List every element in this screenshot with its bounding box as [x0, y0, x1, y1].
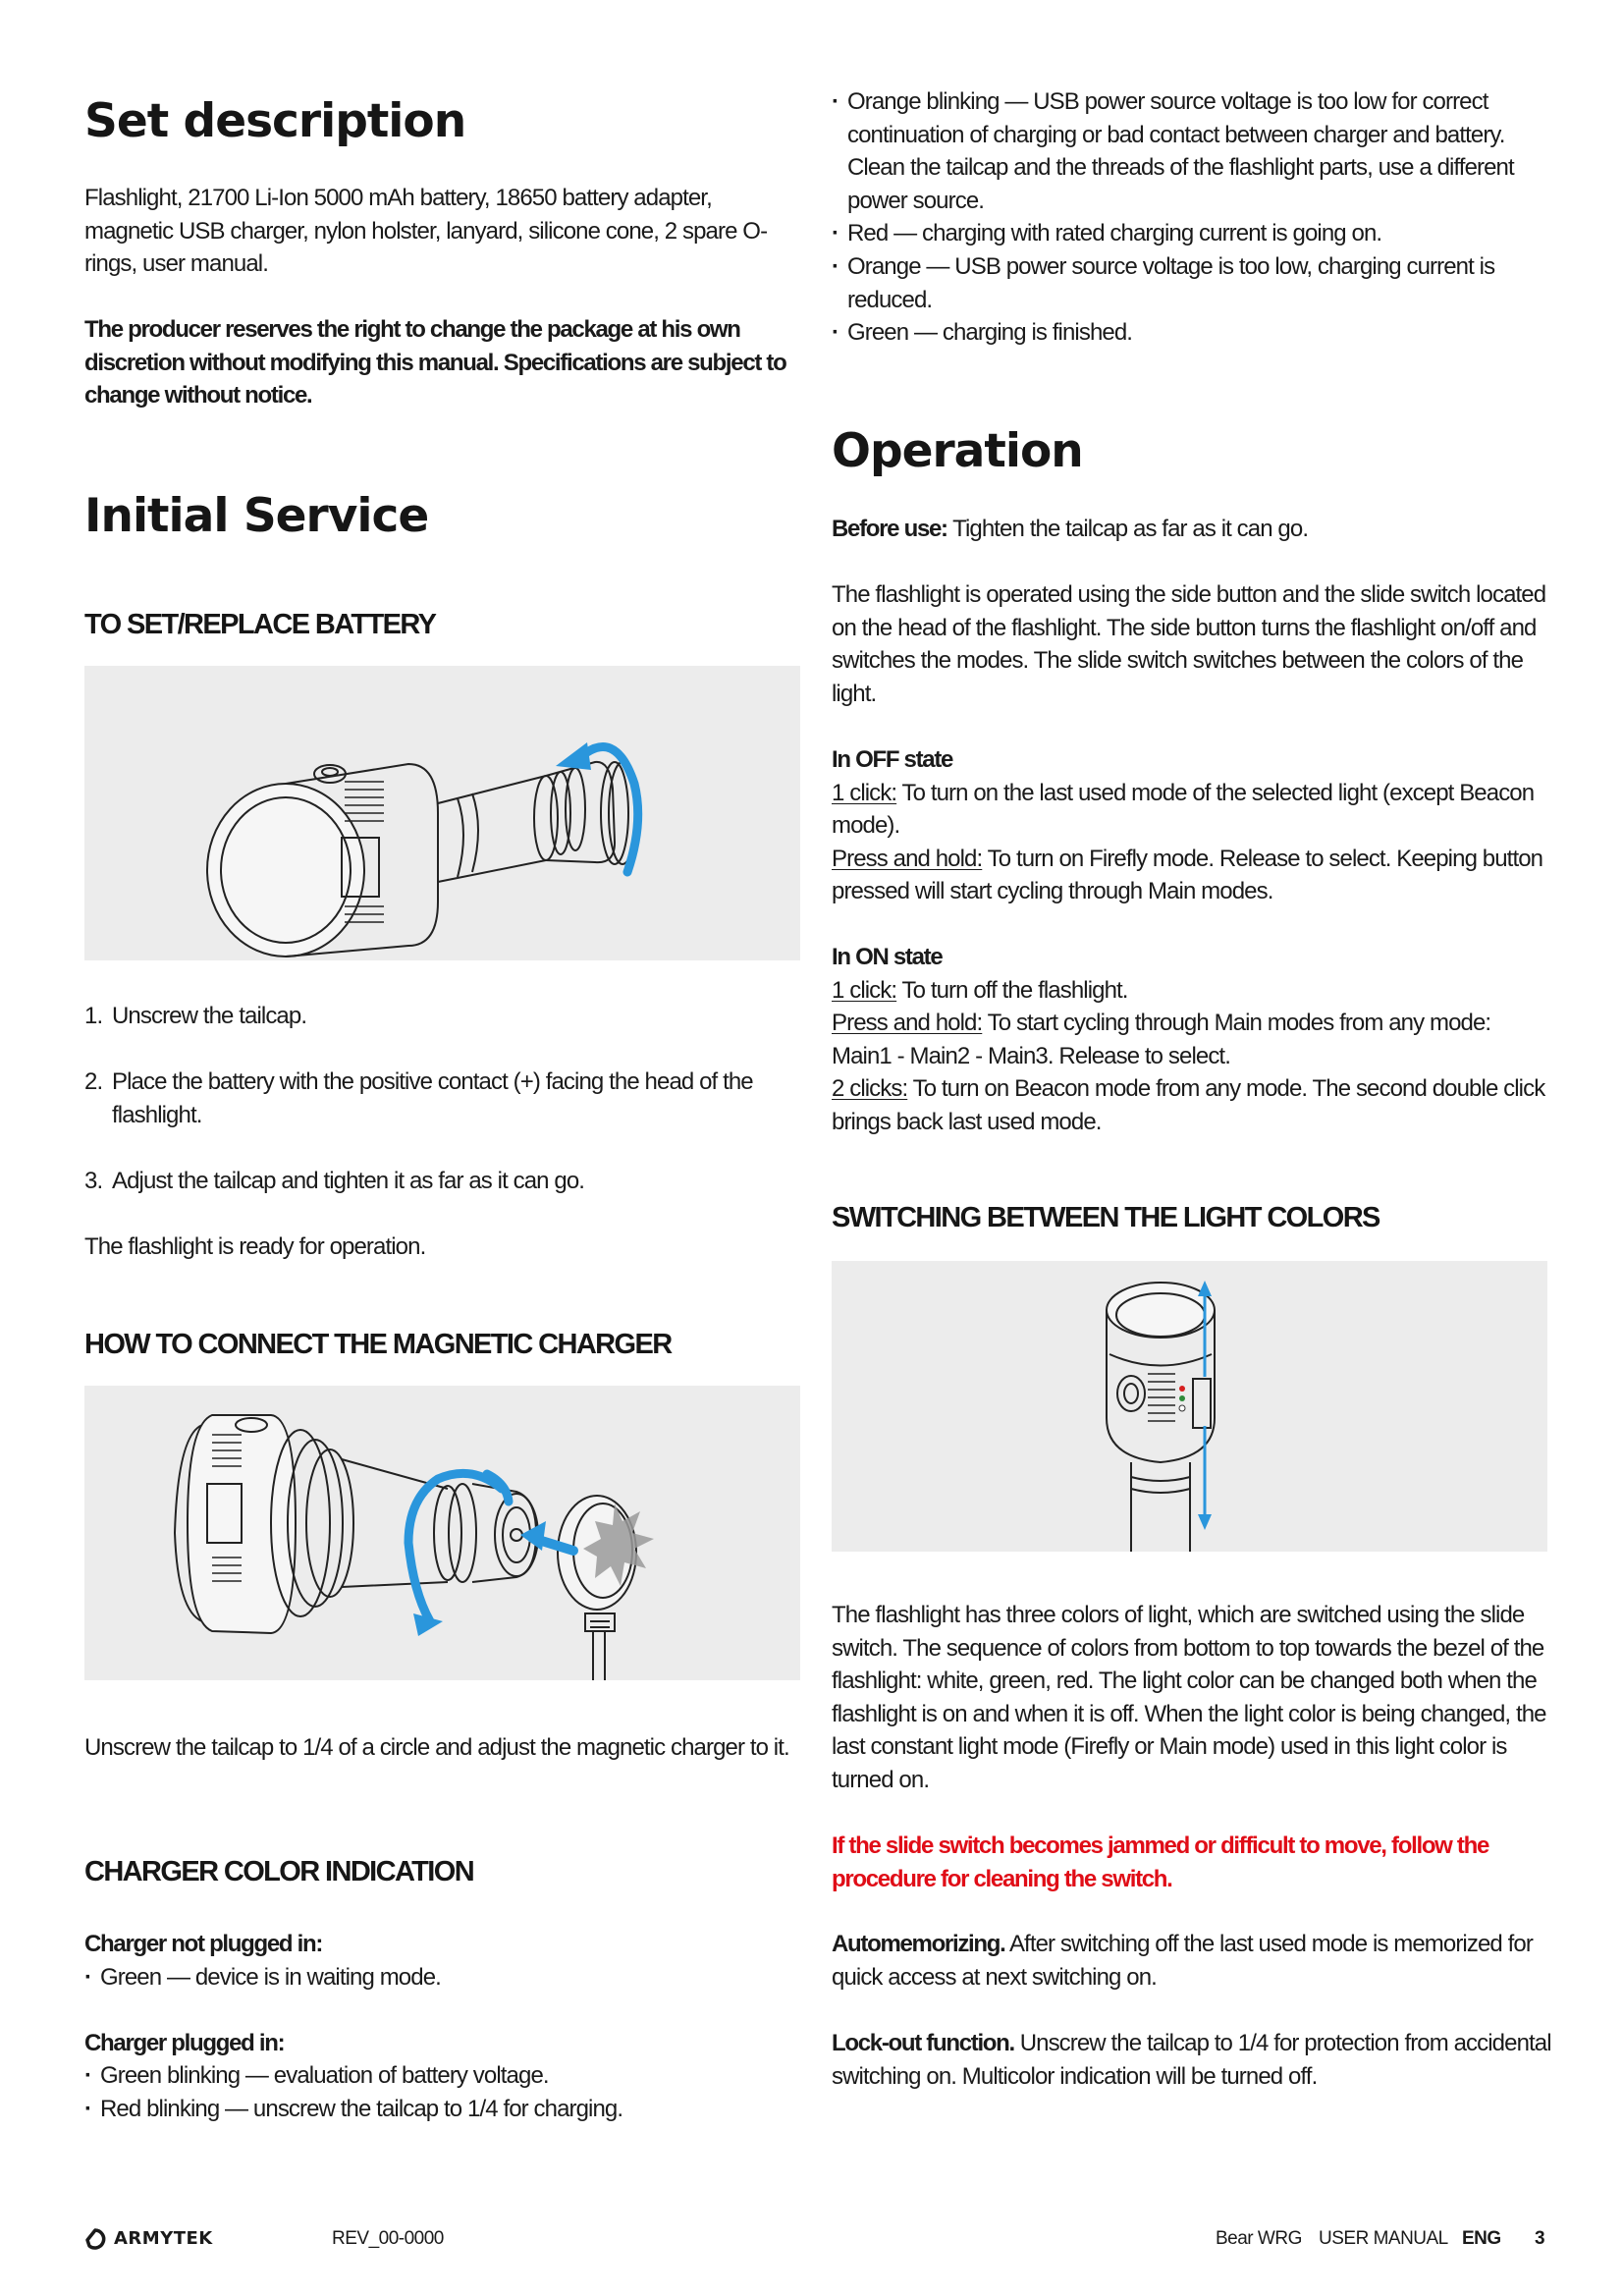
ready-text: The flashlight is ready for operation. — [84, 1233, 426, 1261]
flashlight-unscrew-icon — [84, 666, 800, 960]
lockout-function: Lock-out function. Unscrew the tailcap to 1/4 for protection from accidental switching on. Multicolor indication will be turned off. — [832, 2030, 1551, 2090]
on-state-item: 2 clicks: To turn on Beacon mode from any mode. The second double click brings back last used mode. — [832, 1075, 1545, 1135]
magnetic-charger-heading: HOW TO CONNECT THE MAGNETIC CHARGER — [84, 1329, 672, 1360]
set-description-body: Flashlight, 21700 Li-Ion 5000 mAh battery, 18650 battery adapter, magnetic USB charger, nylon holster, lanyard, silicone cone, 2 spare O-rings, user manual. — [84, 185, 768, 278]
battery-step-2: 2. Place the battery with the positive contact (+) facing the head of the flashlight. — [84, 1068, 753, 1128]
indication-item: · Orange blinking — USB power source voltage is too low for correct continuation of charging or bad contact between charger and battery. Clean the tailcap and the threads of the flashlight parts, use a different power source. — [832, 85, 1553, 217]
light-colors-body: The flashlight has three colors of light, which are switched using the slide switch. The sequence of colors from bottom to top towards the bezel of the flashlight: white, green, red. The light color can be changed both when the flashlight is on and when it is off. When the light color is being changed, the last constant light mode (Firefly or Main mode) used in this light color is turned on. — [832, 1602, 1546, 1793]
indication-item: · Green blinking — evaluation of battery voltage. — [84, 2059, 801, 2093]
slide-switch-icon — [832, 1261, 1547, 1552]
slide-switch-illustration — [832, 1261, 1547, 1552]
on-state-item: Press and hold: To start cycling through Main modes from any mode: Main1 - Main2 - Main3. Release to select. — [832, 1010, 1491, 1069]
charger-indication-left — [84, 1928, 801, 2126]
tailcap-illustration — [84, 666, 800, 960]
battery-step-1: 1. Unscrew the tailcap. — [84, 1003, 307, 1029]
page-number: 3 — [1535, 2228, 1545, 2249]
automemorizing: Automemorizing. After switching off the last used mode is memorized for quick access at next switching on. — [832, 1931, 1533, 1991]
magnetic-charger-body: Unscrew the tailcap to 1/4 of a circle and adjust the magnetic charger to it. — [84, 1734, 789, 1761]
not-plugged-label: Charger not plugged in: — [84, 1931, 323, 1957]
magnetic-charger-illustration — [84, 1386, 800, 1680]
magnetic-charger-icon — [84, 1386, 800, 1680]
on-state-item: 1 click: To turn off the flashlight. — [832, 976, 1128, 1004]
indication-item: · Green — device is in waiting mode. — [84, 1961, 801, 1995]
document-type: USER MANUAL — [1319, 2228, 1448, 2249]
armytek-logo — [84, 2227, 213, 2251]
armytek-logo-icon — [84, 2228, 106, 2250]
set-battery-heading: TO SET/REPLACE BATTERY — [84, 609, 436, 640]
light-colors-heading: SWITCHING BETWEEN THE LIGHT COLORS — [832, 1202, 1380, 1233]
operation-title: Operation — [832, 424, 1083, 478]
indication-item: · Orange — USB power source voltage is too low, charging current is reduced. — [832, 250, 1553, 316]
off-state-section — [832, 743, 1553, 908]
initial-service-title: Initial Service — [84, 489, 429, 543]
indication-item: · Green — charging is finished. — [832, 316, 1553, 350]
slide-switch-warning: If the slide switch becomes jammed or difficult to move, follow the procedure for cleaning the switch. — [832, 1832, 1489, 1892]
language-code: ENG — [1462, 2228, 1501, 2249]
before-use: Before use: Tighten the tailcap as far as it can go. — [832, 516, 1309, 542]
battery-step-3: 3. Adjust the tailcap and tighten it as far as it can go. — [84, 1167, 585, 1194]
indication-item: · Red blinking — unscrew the tailcap to 1/4 for charging. — [84, 2093, 801, 2126]
off-state-item: Press and hold: To turn on Firefly mode. Release to select. Keeping button pressed will start cycling through Main modes. — [832, 845, 1543, 905]
indication-item: · Red — charging with rated charging current is going on. — [832, 217, 1553, 250]
battery-steps-list — [84, 1000, 801, 1264]
charger-indication-heading: CHARGER COLOR INDICATION — [84, 1856, 474, 1887]
charger-indication-continued — [832, 85, 1553, 350]
package-notice: The producer reserves the right to change the package at his own discretion without modifying this manual. Specifications are subject to change without notice. — [84, 316, 786, 410]
plugged-label: Charger plugged in: — [84, 2029, 285, 2056]
off-state-item: 1 click: To turn on the last used mode of the selected light (except Beacon mode). — [832, 779, 1535, 840]
brand-name: ARMYTEK — [114, 2228, 213, 2249]
revision-number: REV_00-0000 — [332, 2228, 444, 2249]
operation-intro: The flashlight is operated using the side button and the slide switch located on the head of the flashlight. The side button turns the flashlight on/off and switches the modes. The slide switch switches between the colors of the light. — [832, 581, 1546, 707]
on-state-label: In ON state — [832, 944, 943, 970]
off-state-label: In OFF state — [832, 746, 953, 773]
set-description-title: Set description — [84, 94, 466, 148]
product-name: Bear WRG — [1216, 2228, 1302, 2249]
on-state-section — [832, 941, 1553, 1139]
